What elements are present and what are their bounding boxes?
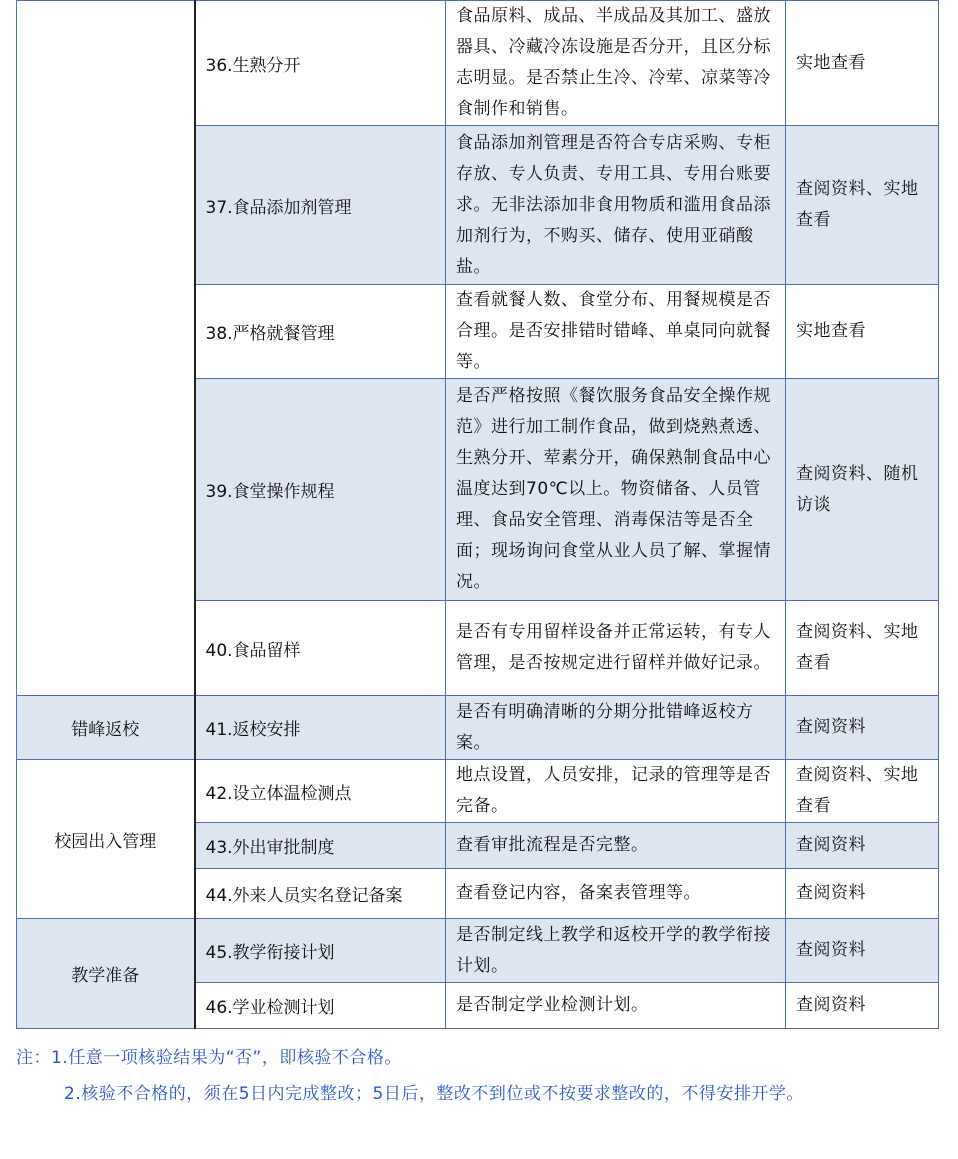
- method-cell: 查阅资料、实地查看: [786, 760, 939, 823]
- desc-cell: 是否制定学业检测计划。: [446, 983, 786, 1029]
- category-label: 校园出入管理: [54, 831, 157, 852]
- desc-cell: 是否有专用留样设备并正常运转，有专人管理，是否按规定进行留样并做好记录。: [446, 601, 786, 696]
- method-cell: 查阅资料: [786, 983, 939, 1029]
- desc-cell: 查看登记内容，备案表管理等。: [446, 869, 786, 919]
- desc-cell: 查看就餐人数、食堂分布、用餐规模是否合理。是否安排错时错峰、单桌同向就餐等。: [446, 285, 786, 379]
- item-cell: 44.外来人员实名登记备案: [195, 869, 446, 919]
- desc-cell: 地点设置，人员安排，记录的管理等是否完备。: [446, 760, 786, 823]
- desc-cell: 食品添加剂管理是否符合专店采购、专柜存放、专人负责、专用工具、专用台账要求。无非法添加非食用物质和滥用食品添加剂行为，不购买、储存、使用亚硝酸盐。: [446, 126, 786, 285]
- table-row: [17, 919, 939, 983]
- desc-cell: 食品原料、成品、半成品及其加工、盛放器具、冷藏冷冻设施是否分开，且区分标志明显。是否禁止生冷、冷荤、凉菜等冷食制作和销售。: [446, 1, 786, 126]
- item-cell: 36.生熟分开: [195, 1, 446, 126]
- method-cell: 查阅资料: [786, 823, 939, 869]
- item-cell: 37.食品添加剂管理: [195, 126, 446, 285]
- category-cell: [17, 919, 195, 1029]
- table-row: [17, 696, 939, 760]
- item-cell: 42.设立体温检测点: [195, 760, 446, 823]
- method-cell: 实地查看: [786, 1, 939, 126]
- category-cell: [17, 696, 195, 760]
- category-label: 错峰返校: [71, 720, 140, 740]
- footnotes: [16, 1040, 946, 1112]
- item-cell: 41.返校安排: [195, 696, 446, 760]
- method-cell: 查阅资料、实地查看: [786, 126, 939, 285]
- table-row: [17, 1, 939, 126]
- table-row: [17, 760, 939, 823]
- verification-table: [16, 0, 939, 1029]
- item-cell: 46.学业检测计划: [195, 983, 446, 1029]
- method-cell: 查阅资料: [786, 696, 939, 760]
- desc-cell: 查看审批流程是否完整。: [446, 823, 786, 869]
- desc-cell: 是否制定线上教学和返校开学的教学衔接计划。: [446, 919, 786, 983]
- item-cell: 40.食品留样: [195, 601, 446, 696]
- category-cell-continued: [17, 1, 195, 696]
- method-cell: 查阅资料、实地查看: [786, 601, 939, 696]
- item-cell: 38.严格就餐管理: [195, 285, 446, 379]
- method-cell: 查阅资料、随机访谈: [786, 379, 939, 601]
- item-cell: 39.食堂操作规程: [195, 379, 446, 601]
- item-cell: 43.外出审批制度: [195, 823, 446, 869]
- category-label: 教学准备: [71, 966, 140, 986]
- category-cell: [17, 760, 195, 919]
- method-cell: 查阅资料: [786, 869, 939, 919]
- note-1: 注：1.任意一项核验结果为“否”，即核验不合格。: [16, 1048, 402, 1068]
- item-cell: 45.教学衔接计划: [195, 919, 446, 983]
- note-2: 2.核验不合格的，须在5日内完成整改；5日后，整改不到位或不按要求整改的，不得安排开学。: [64, 1084, 804, 1104]
- desc-cell: 是否严格按照《餐饮服务食品安全操作规范》进行加工制作食品，做到烧熟煮透、生熟分开、荤素分开，确保熟制食品中心温度达到70℃以上。物资储备、人员管理、食品安全管理、消毒保洁等是否全面；现场询问食堂从业人员了解、掌握情况。: [446, 379, 786, 601]
- method-cell: 查阅资料: [786, 919, 939, 983]
- method-cell: 实地查看: [786, 285, 939, 379]
- desc-cell: 是否有明确清晰的分期分批错峰返校方案。: [446, 696, 786, 760]
